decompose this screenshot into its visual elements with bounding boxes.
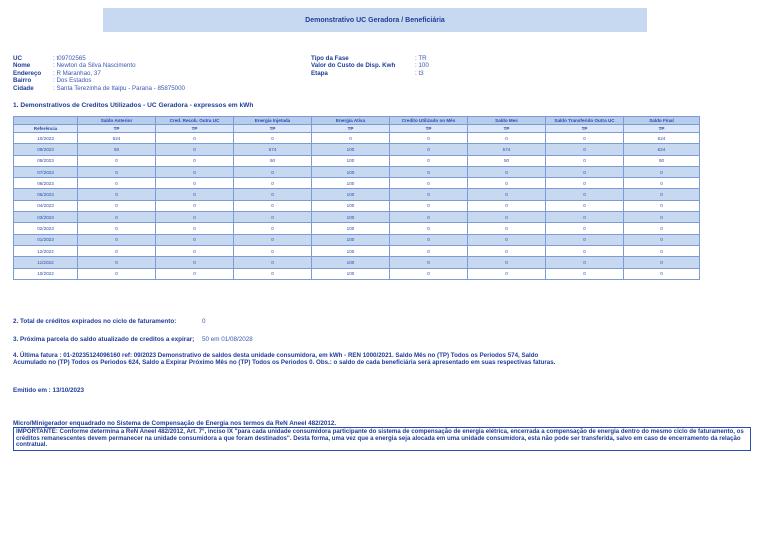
document-title-text: Demonstrativo UC Geradora / Beneficiária [305, 16, 445, 24]
table-subheader-row [14, 125, 700, 133]
info-label: Valor do Custo de Disp. Kwh [311, 62, 396, 70]
column-header: Credito Utilizado no Mês [390, 117, 468, 125]
table-cell: 0 [624, 245, 700, 256]
table-cell: 0 [390, 245, 468, 256]
info-row-bairro [13, 77, 185, 84]
table-cell: 0 [390, 223, 468, 234]
table-cell: 0 [156, 144, 234, 155]
table-cell: 0 [468, 245, 546, 256]
customer-info [13, 55, 185, 92]
table-cell: 0 [78, 200, 156, 211]
table-row [14, 166, 700, 177]
column-header-empty [14, 117, 78, 125]
table-cell: 574 [468, 144, 546, 155]
info-row-tipo-fase [311, 55, 429, 62]
table-cell: 0 [156, 200, 234, 211]
info-label: Nome [13, 62, 31, 70]
table-cell: 100 [312, 268, 390, 279]
table-cell: 0 [156, 189, 234, 200]
info-label: Tipo da Fase [311, 55, 349, 62]
info-row-custo-disp [311, 62, 429, 69]
column-subheader: TP [234, 125, 312, 133]
table-cell: 0 [78, 245, 156, 256]
table-cell: 0 [468, 133, 546, 144]
issued-date: Emitido em : 13/10/2023 [13, 387, 85, 394]
table-cell: 0 [546, 144, 624, 155]
table-cell: 0 [234, 234, 312, 245]
table-cell: 50 [624, 155, 700, 166]
table-cell: 0 [546, 155, 624, 166]
info-label: UC [13, 55, 22, 62]
table-cell: 100 [312, 223, 390, 234]
important-notice: IMPORTANTE: Conforme determina a ReN Aneel 482/2012, Art. 7°, inciso IX "para cada unidade consumidora participante do sistema de compensação de energia elétrica, encerrada a compensação de energia dentro do mesmo ciclo de faturamento, os créditos remanescentes devem permanecer na unidade consumidora a que foram destinados". Desta forma, uma vez que a energia seja alocada em uma unidade consumidora, esta não pode ser transferida, salvo em caso de encerramento da relação contratual. [13, 427, 751, 451]
table-row [14, 223, 700, 234]
column-subheader: TP [546, 125, 624, 133]
table-cell: 0 [390, 144, 468, 155]
column-header-referencia: Referência [14, 125, 78, 133]
table-cell: 0 [78, 155, 156, 166]
table-cell: 0 [312, 133, 390, 144]
info-label: Etapa [311, 69, 328, 77]
table-cell: 100 [312, 234, 390, 245]
table-cell: 0 [468, 268, 546, 279]
table-cell: 100 [312, 189, 390, 200]
table-cell: 0 [156, 212, 234, 223]
table-cell: 0 [78, 189, 156, 200]
table-cell-referencia: 06/2023 [14, 178, 78, 189]
table-cell: 0 [546, 200, 624, 211]
table-cell: 100 [312, 200, 390, 211]
column-subheader: TP [390, 125, 468, 133]
table-cell-referencia: 10/2022 [14, 268, 78, 279]
table-cell: 0 [234, 212, 312, 223]
table-cell: 0 [156, 268, 234, 279]
document-title [103, 8, 647, 32]
table-cell: 0 [624, 200, 700, 211]
table-cell: 50 [234, 155, 312, 166]
table-cell-referencia: 11/2022 [14, 257, 78, 268]
table-cell: 100 [312, 178, 390, 189]
table-cell: 0 [624, 257, 700, 268]
table-cell: 0 [78, 178, 156, 189]
info-value: : Santa Terezinha de Itaipu - Parana - 85875000 [53, 84, 185, 92]
column-header: Energia Injetada [234, 117, 312, 125]
table-cell-referencia: 02/2023 [14, 223, 78, 234]
table-cell: 0 [234, 133, 312, 144]
section-3 [13, 336, 253, 343]
table-cell: 0 [390, 166, 468, 177]
info-label: Bairro [13, 77, 32, 85]
table-header-row [14, 117, 700, 125]
table-cell: 0 [624, 212, 700, 223]
table-row [14, 144, 700, 155]
table-cell: 624 [624, 144, 700, 155]
table-cell: 624 [78, 133, 156, 144]
info-row-etapa [311, 70, 429, 77]
table-cell: 0 [156, 234, 234, 245]
credits-table [13, 116, 700, 280]
table-cell: 0 [156, 155, 234, 166]
table-cell-referencia: 07/2023 [14, 166, 78, 177]
table-cell: 0 [78, 166, 156, 177]
table-cell: 0 [624, 223, 700, 234]
table-cell: 0 [468, 189, 546, 200]
column-header: Saldo Transferido Outra UC [546, 117, 624, 125]
table-row [14, 257, 700, 268]
table-cell: 0 [624, 189, 700, 200]
supply-info [311, 55, 429, 77]
column-header: Saldo Final [624, 117, 700, 125]
table-cell: 100 [312, 166, 390, 177]
table-cell: 0 [390, 133, 468, 144]
table-cell: 100 [312, 212, 390, 223]
info-value: : TR [415, 55, 427, 62]
table-cell: 0 [390, 257, 468, 268]
table-cell: 0 [234, 166, 312, 177]
table-cell: 0 [390, 212, 468, 223]
column-header: Energia Ativa [312, 117, 390, 125]
table-cell: 0 [390, 178, 468, 189]
column-header: Saldo Mes [468, 117, 546, 125]
table-cell: 0 [78, 257, 156, 268]
table-cell: 0 [468, 257, 546, 268]
section-3-value: 50 em 01/08/2028 [202, 336, 253, 343]
table-cell-referencia: 05/2023 [14, 189, 78, 200]
table-cell: 0 [546, 223, 624, 234]
column-subheader: TP [468, 125, 546, 133]
table-cell: 0 [156, 245, 234, 256]
table-cell: 100 [312, 144, 390, 155]
table-cell: 50 [78, 144, 156, 155]
table-cell: 0 [624, 268, 700, 279]
table-cell: 0 [156, 178, 234, 189]
table-cell-referencia: 08/2023 [14, 155, 78, 166]
table-cell: 0 [78, 223, 156, 234]
table-row [14, 212, 700, 223]
table-cell: 0 [546, 189, 624, 200]
table-cell-referencia: 03/2023 [14, 212, 78, 223]
table-cell: 0 [390, 234, 468, 245]
column-subheader: TP [78, 125, 156, 133]
table-cell: 0 [468, 178, 546, 189]
table-cell: 0 [390, 268, 468, 279]
table-cell: 0 [624, 178, 700, 189]
info-row-nome [13, 62, 185, 69]
table-cell: 0 [234, 268, 312, 279]
info-label: Endereço [13, 69, 42, 77]
table-row [14, 200, 700, 211]
column-subheader: TP [312, 125, 390, 133]
table-cell-referencia: 04/2023 [14, 200, 78, 211]
info-row-cidade [13, 85, 185, 92]
info-value: : t09702565 [53, 55, 86, 62]
table-cell: 0 [156, 166, 234, 177]
table-cell: 0 [468, 200, 546, 211]
micro-generator-note: Micro/Minigerador enquadrado no Sistema de Compensação de Energia nos termos da ReN Aneel 482/2012. [13, 420, 337, 427]
table-cell: 0 [546, 245, 624, 256]
table-cell: 100 [312, 257, 390, 268]
table-cell: 0 [546, 257, 624, 268]
table-cell: 0 [390, 200, 468, 211]
table-cell: 0 [546, 212, 624, 223]
info-value: : R Maranhao, 37 [53, 69, 101, 77]
section-1-title: 1. Demonstrativos de Creditos Utilizados - UC Geradora - expressos em kWh [13, 102, 254, 109]
info-value: : 100 [415, 62, 429, 70]
table-cell-referencia: 01/2023 [14, 234, 78, 245]
table-cell: 0 [78, 234, 156, 245]
table-row [14, 155, 700, 166]
table-cell: 0 [234, 200, 312, 211]
table-cell: 574 [234, 144, 312, 155]
info-row-endereco [13, 70, 185, 77]
column-header: Saldo Anterior [78, 117, 156, 125]
table-body [14, 133, 700, 280]
section-3-label: 3. Próxima parcela do saldo atualizado de creditos a expirar; [13, 336, 195, 343]
table-cell-referencia: 10/2023 [14, 133, 78, 144]
table-row [14, 189, 700, 200]
table-cell: 0 [468, 212, 546, 223]
table-cell: 0 [390, 189, 468, 200]
table-cell: 0 [468, 223, 546, 234]
table-cell: 0 [546, 178, 624, 189]
table-cell: 0 [78, 268, 156, 279]
info-label: Cidade [13, 84, 34, 92]
table-cell: 0 [546, 133, 624, 144]
table-cell: 0 [234, 189, 312, 200]
table-cell: 0 [156, 223, 234, 234]
table-cell: 0 [546, 234, 624, 245]
table-cell: 0 [234, 245, 312, 256]
table-row [14, 234, 700, 245]
table-cell: 50 [468, 155, 546, 166]
section-2 [13, 318, 206, 325]
table-cell: 0 [546, 166, 624, 177]
table-cell: 0 [624, 234, 700, 245]
table-cell: 0 [624, 166, 700, 177]
table-cell: 0 [156, 133, 234, 144]
table-cell: 0 [468, 166, 546, 177]
section-4: 4. Última fatura : 01-20235124096160 ref: 09/2023 Demonstrativo de saldos desta unidade consumidora, em kWh - REN 1000/2021. Saldo Mês no (TP) Todos os Periodos 574, Saldo Acumulado no (TP) Todos os Periodos 624, Saldo a Expirar Próximo Mês no (TP) Todos os Periodos 0. Obs.: o saldo de cada beneficiária será apresentado em suas respectivas faturas. [13, 352, 556, 366]
table-row [14, 268, 700, 279]
table-cell: 624 [624, 133, 700, 144]
table-cell: 0 [78, 212, 156, 223]
table-cell: 100 [312, 245, 390, 256]
table-cell: 100 [312, 155, 390, 166]
info-value: : Newton da Silva Nascimento [53, 62, 136, 70]
info-value: : t3 [415, 69, 424, 77]
table-cell: 0 [234, 178, 312, 189]
column-subheader: TP [156, 125, 234, 133]
table-cell: 0 [468, 234, 546, 245]
info-value: : Dos Estados [53, 77, 92, 85]
table-cell: 0 [156, 257, 234, 268]
table-cell-referencia: 09/2023 [14, 144, 78, 155]
column-subheader: TP [624, 125, 700, 133]
table-cell-referencia: 12/2022 [14, 245, 78, 256]
table-cell: 0 [390, 155, 468, 166]
info-row-uc [13, 55, 185, 62]
section-2-label: 2. Total de créditos expirados no ciclo de faturamento: [13, 318, 177, 325]
column-header: Cred. Recob. Outra UC [156, 117, 234, 125]
table-cell: 0 [234, 223, 312, 234]
table-row [14, 133, 700, 144]
table-cell: 0 [546, 268, 624, 279]
section-2-value: 0 [202, 318, 206, 325]
table-row [14, 245, 700, 256]
table-cell: 0 [234, 257, 312, 268]
table-row [14, 178, 700, 189]
